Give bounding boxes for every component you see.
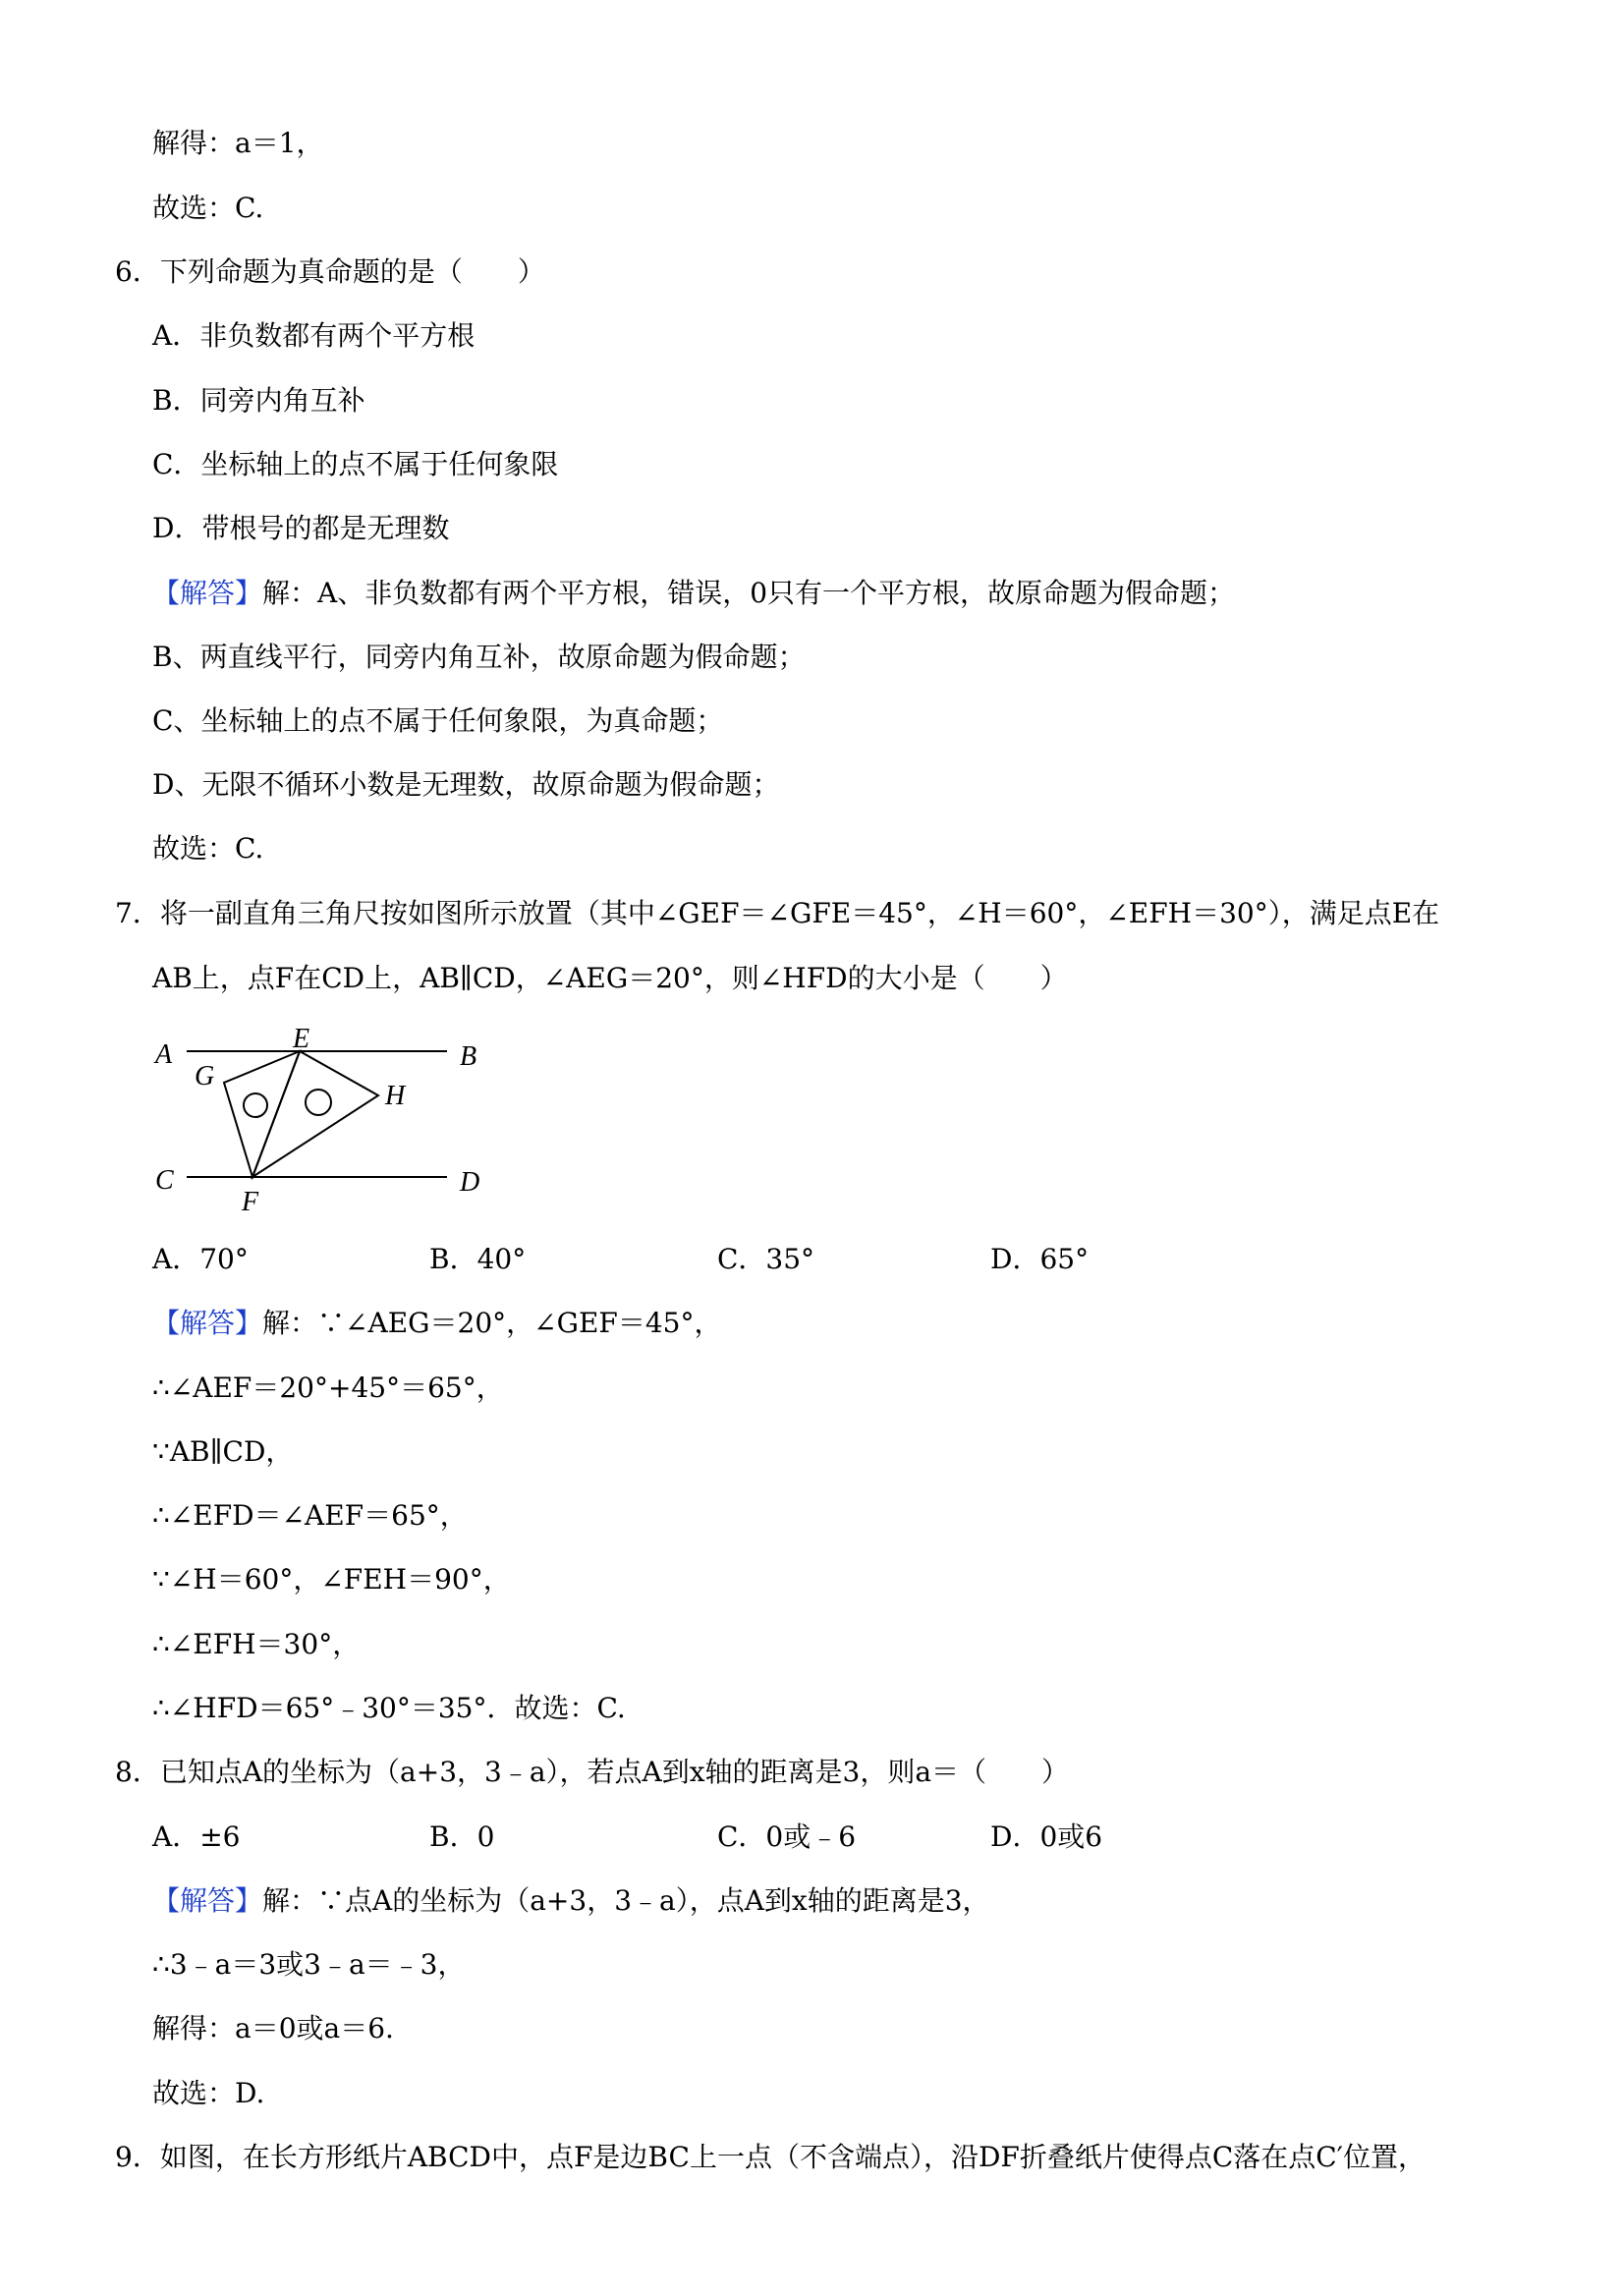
label-c: C (155, 1165, 174, 1196)
question-7-cont: AB上，点F在CD上，AB∥CD，∠AEG＝20°，则∠HFD的大小是（ ） (152, 962, 1068, 994)
option-b: B．同旁内角互补 (152, 384, 365, 417)
question-8: 8．已知点A的坐标为（a+3，3﹣a），若点A到x轴的距离是3，则a＝（ ） (115, 1756, 1070, 1788)
label-f: F (242, 1187, 259, 1217)
option-a: A．非负数都有两个平方根 (152, 319, 476, 352)
answer-line: C、坐标轴上的点不属于任何象限，为真命题； (152, 704, 724, 737)
option-d: D．0或6 (990, 1820, 1103, 1853)
label-g: G (195, 1061, 215, 1092)
answer-line (152, 1883, 990, 1919)
question-7: 7．将一副直角三角尺按如图所示放置（其中∠GEF＝∠GFE＝45°，∠H＝60°，∠EFH＝30°），满足点E在 (115, 897, 1440, 929)
answer-line: D、无限不循环小数是无理数，故原命题为假命题； (152, 768, 780, 801)
option-c: C．0或﹣6 (717, 1820, 857, 1853)
label-d: D (460, 1167, 480, 1198)
answer-tag: 【解答】 (152, 1307, 263, 1339)
answer-line (152, 1306, 721, 1341)
answer-line: ∴∠HFD＝65°﹣30°＝35°．故选：C. (152, 1692, 626, 1724)
question-6: 6．下列命题为真命题的是（ ） (115, 255, 545, 288)
answer-line: 故选：D. (152, 2077, 265, 2109)
text-line: 解得：a＝1， (152, 127, 324, 159)
label-a: A (155, 1039, 173, 1070)
option-c: C．坐标轴上的点不属于任何象限 (152, 448, 559, 480)
answer-text: 解：∵点A的坐标为（a+3，3﹣a），点A到x轴的距离是3， (262, 1884, 990, 1917)
label-h: H (385, 1081, 406, 1111)
hole-circle (306, 1090, 331, 1115)
answer-tag: 【解答】 (152, 1884, 263, 1917)
option-d: D．65° (990, 1243, 1090, 1275)
answer-line: ∵AB∥CD， (152, 1435, 294, 1468)
answer-text: 解：A、非负数都有两个平方根，错误，0只有一个平方根，故原命题为假命题； (262, 577, 1236, 609)
option-c: C．35° (717, 1243, 815, 1275)
answer-text: 解：∵∠AEG＝20°，∠GEF＝45°， (262, 1307, 722, 1339)
label-e: E (293, 1024, 310, 1054)
answer-line: ∴3﹣a＝3或3﹣a＝﹣3， (152, 1948, 466, 1981)
answer-line: 故选：C. (152, 832, 264, 865)
option-d: D．带根号的都是无理数 (152, 512, 450, 544)
answer-line: 解得：a＝0或a＝6. (152, 2012, 394, 2044)
triangle-ruler-figure (147, 1022, 521, 1218)
question-9: 9．如图，在长方形纸片ABCD中，点F是边BC上一点（不含端点），沿DF折叠纸片使得点C落在点C′位置， (115, 2141, 1427, 2173)
option-a: A．70° (152, 1243, 249, 1275)
answer-line: ∴∠EFH＝30°， (152, 1628, 361, 1660)
option-b: B．40° (429, 1243, 527, 1275)
option-b: B．0 (429, 1820, 495, 1853)
hole-circle (244, 1093, 267, 1117)
answer-line: ∴∠AEF＝20°+45°＝65°， (152, 1372, 504, 1404)
answer-line (152, 576, 1235, 611)
answer-line: B、两直线平行，同旁内角互补，故原命题为假命题； (152, 641, 806, 673)
answer-line: ∵∠H＝60°，∠FEH＝90°， (152, 1563, 511, 1596)
answer-tag: 【解答】 (152, 577, 263, 609)
label-b: B (460, 1041, 477, 1072)
option-a: A．±6 (152, 1820, 241, 1853)
text-line: 故选：C. (152, 192, 264, 224)
answer-line: ∴∠EFD＝∠AEF＝65°， (152, 1499, 468, 1532)
